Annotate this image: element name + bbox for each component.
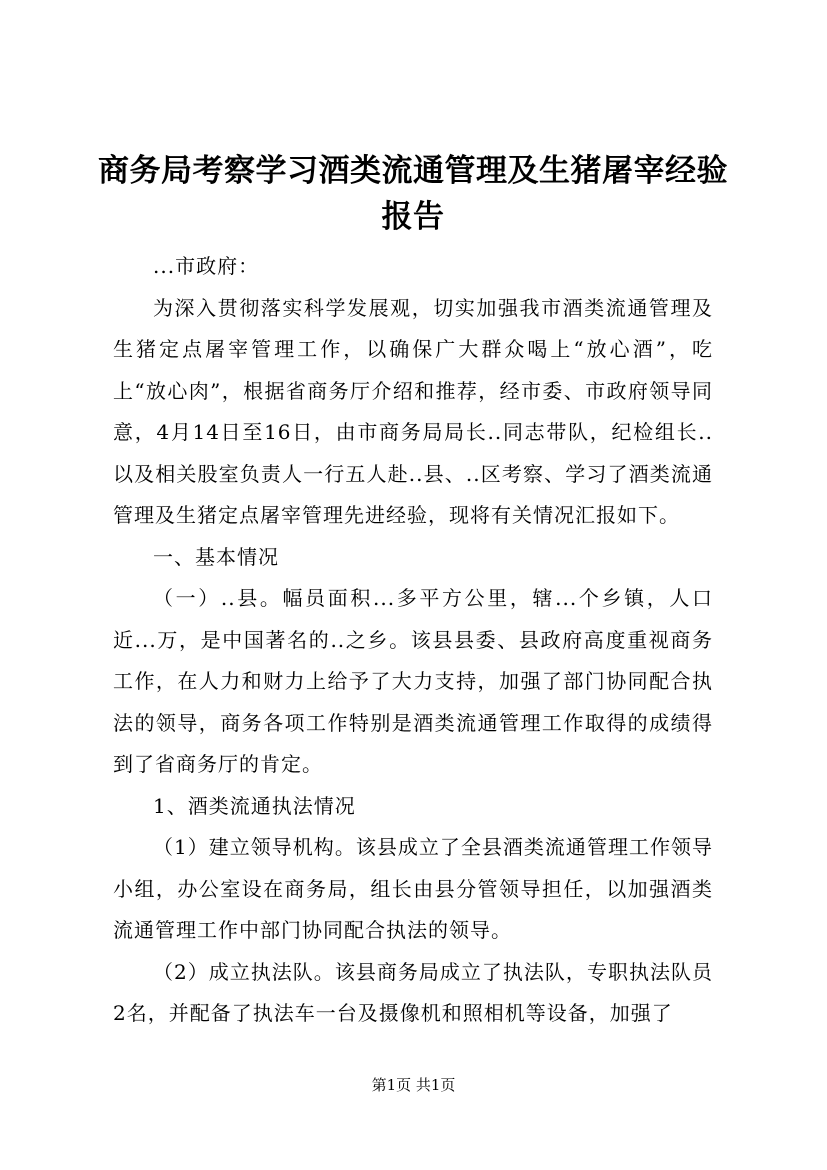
paragraph-item-1: （1）建立领导机构。该县成立了全县酒类流通管理工作领导小组，办公室设在商务局，组长由县分管领导担任，以加强酒类流通管理工作中部门协同配合执法的领导。 (113, 835, 713, 942)
salutation: ...市政府： (153, 254, 260, 278)
paragraph-county: （一）..县。幅员面积...多平方公里，辖...个乡镇，人口近...万，是中国著名的..之乡。该县县委、县政府高度重视商务工作，在人力和财力上给予了大力支持，加强了部门协同配合执法的领导，商务各项工作特别是酒类流通管理工作取得的成绩得到了省商务厅的肯定。 (113, 586, 713, 776)
paragraph-intro: 为深入贯彻落实科学发展观，切实加强我市酒类流通管理及生猪定点屠宰管理工作，以确保广大群众喝上“放心酒”，吃上“放心肉”，根据省商务厅介绍和推荐，经市委、市政府领导同意，4月14日至16日，由市商务局局长..同志带队，纪检组长..以及相关股室负责人一行五人赴..县、..区考察、学习了酒类流通管理及生猪定点屠宰管理先进经验，现将有关情况汇报如下。 (113, 295, 713, 527)
paragraph-item-2: （2）成立执法队。该县商务局成立了执法队，专职执法队员2名，并配备了执法车一台及摄像机和照相机等设备，加强了 (113, 959, 713, 1025)
section-heading: 一、基本情况 (153, 544, 279, 569)
page-footer: 第1页 共1页 (371, 1076, 456, 1094)
document-title: 商务局考察学习酒类流通管理及生猪屠宰经验报告 (98, 153, 728, 235)
document-page (98, 148, 728, 1035)
subsection-heading: 1、酒类流通执法情况 (153, 793, 356, 818)
